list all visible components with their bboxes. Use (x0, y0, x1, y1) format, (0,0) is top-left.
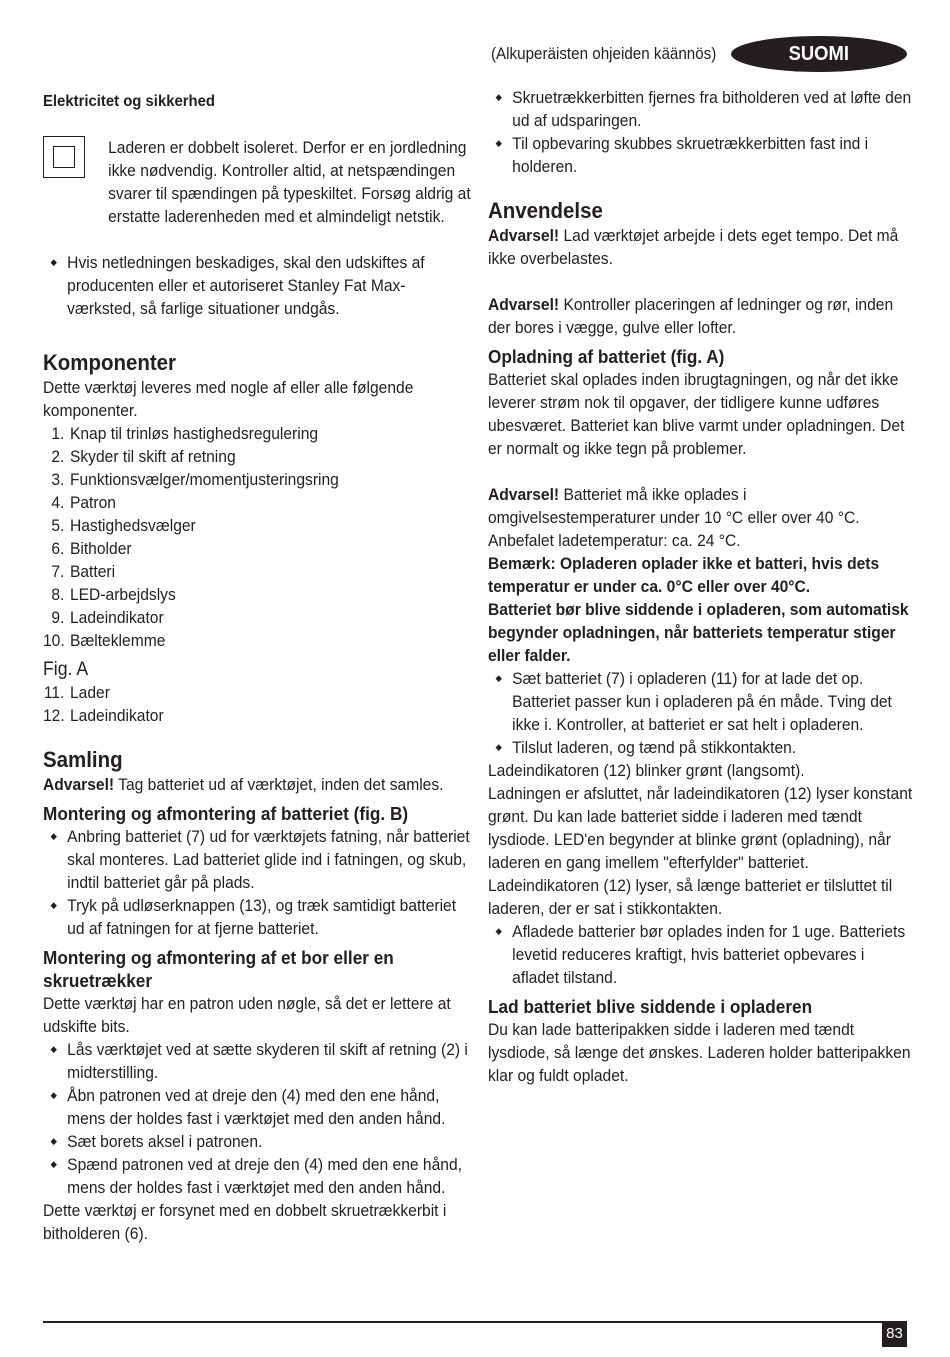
list-item: ◆ Åbn patronen ved at dreje den (4) med den ene hånd, mens der holdes fast i værktøjet med den anden hånd. (43, 1084, 473, 1130)
komponenter-intro: Dette værktøj leveres med nogle af eller alle følgende komponenter. (43, 378, 414, 420)
right-column (488, 86, 913, 1087)
left-column (43, 90, 473, 1245)
charging-heading: Opladning af batteriet (fig. A) (488, 346, 725, 367)
language-tab (731, 36, 907, 72)
warning-temperature: Advarsel! Batteriet må ikke oplades i omgivelsestemperaturer under 10 °C eller over 40 °C. Anbefalet ladetemperatur: ca. 24 °C. (488, 485, 860, 550)
indicator-text: Ladeindikatoren (12) blinker grønt (langsomt). (488, 761, 805, 780)
electricity-heading: Elektricitet og sikkerhed (43, 93, 216, 110)
bit-storage-list (488, 86, 913, 178)
list-item: 3. Funktionsvælger/momentjusteringsring (51, 470, 339, 489)
list-item: ◆ Afladede batterier bør oplades inden for 1 uge. Batteriets levetid reduceres kraftigt, hvis batteriet opbevares i afladet tilstand. (488, 920, 913, 989)
list-item: ◆ Lås værktøjet ved at sætte skyderen til skift af retning (2) i midterstilling. (43, 1038, 473, 1084)
anvendelse-heading: Anvendelse (488, 198, 603, 223)
warning-tempo: Advarsel! Lad værktøjet arbejde i dets eget tempo. Det må ikke overbelastes. (488, 226, 899, 268)
list-item: ◆ Sæt batteriet (7) i opladeren (11) for at lade det op. Batteriet passer kun i opladeren på én måde. Tving det ikke i. Kontroller, at batteriet er sat helt i opladeren. (488, 667, 913, 736)
charging-complete-text: Ladningen er afsluttet, når ladeindikatoren (12) lyser konstant grønt. Du kan lade batteriet sidde i laderen med tændt lysdiode. LED'en begynder at blinke grønt (opladning), når laderen en gang imellem "efterfylder" batteriet. Ladeindikatoren (12) lyser, så længe batteriet er tilsluttet til laderen, der er sat i stikkontakten. (488, 784, 913, 918)
leave-in-charger-text: Du kan lade batteripakken sidde i laderen med tændt lysdiode, så længe det ønskes. Laderen holder batteripakken klar og fuldt opladet. (488, 1020, 911, 1085)
komponenter-heading: Komponenter (43, 350, 176, 375)
list-item: 8. LED-arbejdslys (51, 585, 176, 604)
charging-note: Bemærk: Opladeren oplader ikke et batteri, hvis dets temperatur er under ca. 0°C eller over 40°C. (488, 554, 880, 596)
list-item: ◆ Sæt borets aksel i patronen. (43, 1130, 473, 1153)
list-item: 7. Batteri (51, 562, 116, 581)
warning-wires: Advarsel! Kontroller placeringen af ledninger og rør, inden der bores i vægge, gulve eller lofter. (488, 295, 894, 337)
bit-mount-intro: Dette værktøj har en patron uden nøgle, så det er lettere at udskifte bits. (43, 994, 451, 1036)
list-item: 12. Ladeindikator (43, 706, 164, 725)
list-item: 10. Bælteklemme (43, 631, 166, 650)
discharged-list (488, 920, 913, 989)
battery-mount-heading: Montering og afmontering af batteriet (fig. B) (43, 803, 409, 824)
leave-in-charger-heading: Lad batteriet blive siddende i opladeren (488, 996, 813, 1017)
list-item: ◆ Til opbevaring skubbes skruetrækkerbitten fast ind i holderen. (488, 132, 913, 178)
list-item: 4. Patron (51, 493, 116, 512)
bit-mount-outro: Dette værktøj er forsynet med en dobbelt skruetrækkerbit i bitholderen (6). (43, 1201, 447, 1243)
footer-rule (43, 1321, 907, 1323)
charging-steps-list (488, 667, 913, 759)
list-item: 11. Lader (43, 683, 110, 702)
component-list (43, 422, 473, 652)
page-number: 83 (882, 1321, 907, 1347)
charging-text: Batteriet skal oplades inden ibrugtagningen, og når det ikke leverer strøm nok til opgaver, der tidligere kunne udføres ubesværet. Batteriet kan blive varmt under opladningen. Det er normalt og ikke tegn på problemer. (488, 370, 905, 458)
bit-mount-heading: Montering og afmontering af et bor eller en skruetrækker (43, 947, 394, 991)
samling-heading: Samling (43, 747, 123, 772)
list-item: 6. Bitholder (51, 539, 132, 558)
list-item: ◆ Hvis netledningen beskadiges, skal den udskiftes af producenten eller et autoriseret Stanley Fat Max-værksted, så farlige situationer undgås. (43, 251, 473, 320)
samling-warning: Advarsel! Tag batteriet ud af værktøjet, inden det samles. (43, 775, 444, 794)
electricity-text: Laderen er dobbelt isoleret. Derfor er en jordledning ikke nødvendig. Kontroller altid, at netspændingen svarer til spændingen på typeskiltet. Forsøg aldrig at erstatte laderenheden med et almindeligt netstik. (108, 138, 471, 226)
list-item: 9. Ladeindikator (51, 608, 164, 627)
bit-mount-list (43, 1038, 473, 1199)
list-item: ◆ Tryk på udløserknappen (13), og træk samtidigt batteriet ud af fatningen for at fjerne batteriet. (43, 894, 473, 940)
list-item: ◆ Spænd patronen ved at dreje den (4) med den ene hånd, mens der holdes fast i værktøjet med den anden hånd. (43, 1153, 473, 1199)
list-item: 5. Hastighedsvælger (51, 516, 196, 535)
battery-mount-list (43, 825, 473, 940)
charging-auto-note: Batteriet bør blive siddende i opladeren, som automatisk begynder opladningen, når batteriets temperatur stiger eller falder. (488, 600, 909, 665)
list-item: 1. Knap til trinløs hastighedsregulering (51, 424, 319, 443)
list-item: 2. Skyder til skift af retning (51, 447, 236, 466)
list-item: ◆ Skruetrækkerbitten fjernes fra bitholderen ved at løfte den ud af udsparingen. (488, 86, 913, 132)
translation-note: (Alkuperäisten ohjeiden käännös) (491, 45, 717, 63)
fig-a-list (43, 681, 473, 727)
fig-a-heading: Fig. A (43, 659, 89, 680)
cord-bullet-list (43, 251, 473, 320)
list-item: ◆ Tilslut laderen, og tænd på stikkontakten. (488, 736, 913, 759)
list-item: ◆ Anbring batteriet (7) ud for værktøjets fatning, når batteriet skal monteres. Lad batteriet glide ind i fatningen, og skub, indtil batteriet går på plads. (43, 825, 473, 894)
language-tab-label: SUOMI (788, 43, 850, 65)
